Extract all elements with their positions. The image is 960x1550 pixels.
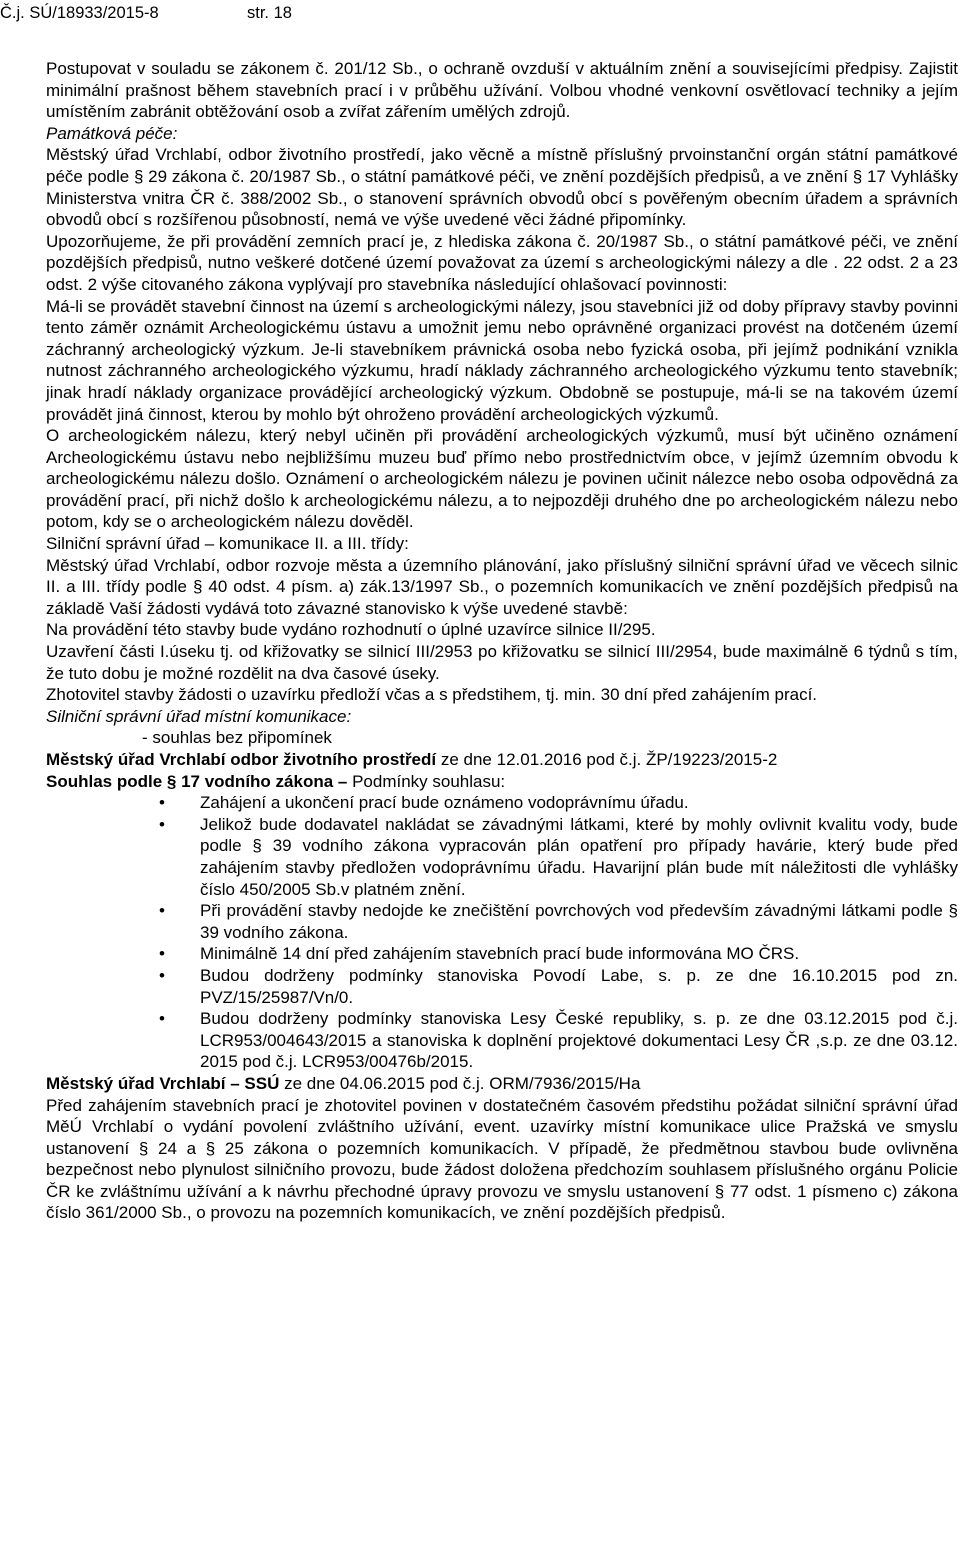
page-number: str. 18 (247, 4, 292, 22)
special-use-paragraph: Před zahájením stavebních prací je zhotovitel povinen v dostatečném časovém předstihu požádat silniční správní úřad MěÚ Vrchlabí o vydání povolení zvláštního užívání, event. uzavírky místní komunikace ulice Pražská ve smyslu ustanovení § 24 a § 25 zákona o pozemních komunikacích. V případě, že předmětnou stavbou bude ovlivněna bezpečnost nebo plynulost silničního provozu, bude žádost doložena předchozím souhlasem příslušného orgánu Policie ČR ke zvláštnímu užívání a k návrhu přechodné úpravy provozu ve smyslu ustanovení § 77 odst. 1 písmeno c) zákona číslo 361/2000 Sb., o provozu na pozemních komunikacích, ve znění pozdějších předpisů. (46, 1095, 958, 1223)
section-heading-road-authority: Silniční správní úřad – komunikace II. a III. třídy: (46, 534, 409, 554)
building-office-line (46, 1073, 958, 1095)
conditions-list (46, 792, 958, 1073)
archaeology-find-paragraph: O archeologickém nálezu, který nebyl učiněn při provádění archeologických výzkumů, musí být učiněno oznámení Archeologickému ústavu nebo nejbližšímu muzeu buď přímo nebo prostřednictvím obce, v jejímž územním obvodu k archeologickému nálezu došlo. Oznámení o archeologickém nálezu je povinen učinit nálezce nebo osoba odpovědná za provádění prací, při nichž došlo k archeologickému nálezu, a to nejpozději druhého dne po archeologickém nálezu nebo potom, kdy se o archeologickém nálezu dověděl. (46, 426, 958, 532)
environment-office-rest: ze dne 12.01.2016 pod č.j. ŽP/19223/2015-2 (436, 750, 778, 769)
environment-office-line (46, 749, 958, 771)
section-heading-local-roads: Silniční správní úřad místní komunikace: (46, 706, 352, 726)
building-office-bold: Městský úřad Vrchlabí – SSÚ (46, 1073, 280, 1093)
road-authority-paragraph: Městský úřad Vrchlabí, odbor rozvoje města a územního plánování, jako příslušný silniční správní úřad ve věcech silnic II. a III. třídy podle § 40 odst. 4 písm. a) zák.13/1997 Sb., o pozemních komunikacích ve znění pozdějších předpisů na základě Vaší žádosti vydává toto závazné stanovisko k výše uvedené stavbě: (46, 555, 958, 618)
list-item: • Při provádění stavby nedojde ke znečištění povrchových vod především závadnými látkami podle § 39 vodního zákona. (46, 900, 958, 943)
list-item: • Zahájení a ukončení prací bude oznámeno vodoprávnímu úřadu. (46, 792, 958, 814)
list-item: • Jelikož bude dodavatel nakládat se závadnými látkami, které by mohly ovlivnit kvalitu vody, bude podle § 39 vodního zákona vypracován plán opatření pro případy havárie, který bude před zahájením stavby předložen vodoprávnímu úřadu. Havarijní plán bude mít náležitosti dle vyhlášky číslo 450/2005 Sb.v platném znění. (46, 814, 958, 900)
archaeology-duty-paragraph: Má-li se provádět stavební činnost na území s archeologickými nálezy, jsou stavebníci již od doby přípravy stavby povinni tento záměr oznámit Archeologickému ústavu a umožnit jemu nebo oprávněné organizaci provést na dotčeném území záchranný archeologický výzkum. Je-li stavebníkem právnická osoba nebo fyzická osoba, při jejímž podnikání vznikla nutnost záchranného archeologického výzkumu, hradí náklady záchranného archeologického výzkumu tento stavebník; jinak hradí náklady organizace provádějící archeologický výzkum. Obdobně se postupuje, má-li se na takovém území provádět jiná činnost, kterou by mohlo být ohroženo provádění archeologických výzkumů. (46, 296, 958, 424)
heritage-paragraph: Městský úřad Vrchlabí, odbor životního prostředí, jako věcně a místně příslušný prvoinstanční orgán státní památkové péče podle § 29 zákona č. 20/1987 Sb., o státní památkové péči, ve znění pozdějších předpisů, a ve znění § 17 Vyhlášky Ministerstva vnitra ČR č. 388/2002 Sb., o stanovení správních obvodů obcí s pověřeným obecním úřadem a správních obvodů obcí s rozšířenou působností, nemá ve výše uvedené věci žádné připomínky. (46, 145, 958, 230)
contractor-request-paragraph: Zhotovitel stavby žádosti o uzavírku předloží včas a s předstihem, tj. min. 30 dní před zahájením prací. (46, 685, 818, 705)
archaeology-notice-paragraph: Upozorňujeme, že při provádění zemních prací je, z hlediska zákona č. 20/1987 Sb., o státní památkové péči, ve znění pozdějších předpisů, nutno veškeré dotčené území považovat za území s archeologickými nálezy a dle . 22 odst. 2 a 23 odst. 2 výše citovaného zákona vyplývají pro stavebníka následující ohlašovací povinnosti: (46, 231, 958, 294)
environment-office-bold: Městský úřad Vrchlabí odbor životního prostředí (46, 750, 437, 769)
reference-number: Č.j. SÚ/18933/2015-8 (0, 4, 159, 22)
page-header (0, 3, 292, 23)
water-law-consent-line (46, 771, 958, 793)
building-office-rest: ze dne 04.06.2015 pod č.j. ORM/7936/2015/Ha (279, 1073, 641, 1093)
list-item: • Minimálně 14 dní před zahájením stavebních prací bude informována MO ČRS. (46, 943, 958, 965)
list-item: • Budou dodrženy podmínky stanoviska Povodí Labe, s. p. ze dne 16.10.2015 pod zn. PVZ/15/25987/Vn/0. (46, 965, 958, 1008)
section-heading-heritage: Památková péče: (46, 123, 178, 143)
local-roads-consent: - souhlas bez připomínek (142, 728, 332, 748)
document-body (46, 58, 958, 1224)
water-law-consent-rest: Podmínky souhlasu: (347, 771, 506, 791)
water-law-consent-bold: Souhlas podle § 17 vodního zákona – (46, 771, 348, 791)
list-item: • Budou dodrženy podmínky stanoviska Lesy České republiky, s. p. ze dne 03.12.2015 pod č.j. LCR953/004643/2015 a stanoviska k doplnění projektové dokumentaci Lesy ČR ,s.p. ze dne 03.12. 2015 pod č.j. LCR953/00476b/2015. (46, 1008, 958, 1073)
closure-section-paragraph: Uzavření části I.úseku tj. od křižovatky se silnicí III/2953 po křižovatku se silnicí III/2954, bude maximálně 6 týdnů s tím, že tuto dobu je možné rozdělit na dva časové úseky. (46, 642, 958, 683)
air-protection-paragraph: Postupovat v souladu se zákonem č. 201/12 Sb., o ochraně ovzduší v aktuálním znění a souvisejícími předpisy. Zajistit minimální prašnost během stavebních prací i v průběhu užívání. Volbou vhodné venkovní osvětlovací techniky a jejím umístěním zabránit obtěžování osob a zvířat zářením umělých zdrojů. (46, 59, 958, 122)
closure-decision-paragraph: Na provádění této stavby bude vydáno rozhodnutí o úplné uzavírce silnice II/295. (46, 620, 656, 640)
